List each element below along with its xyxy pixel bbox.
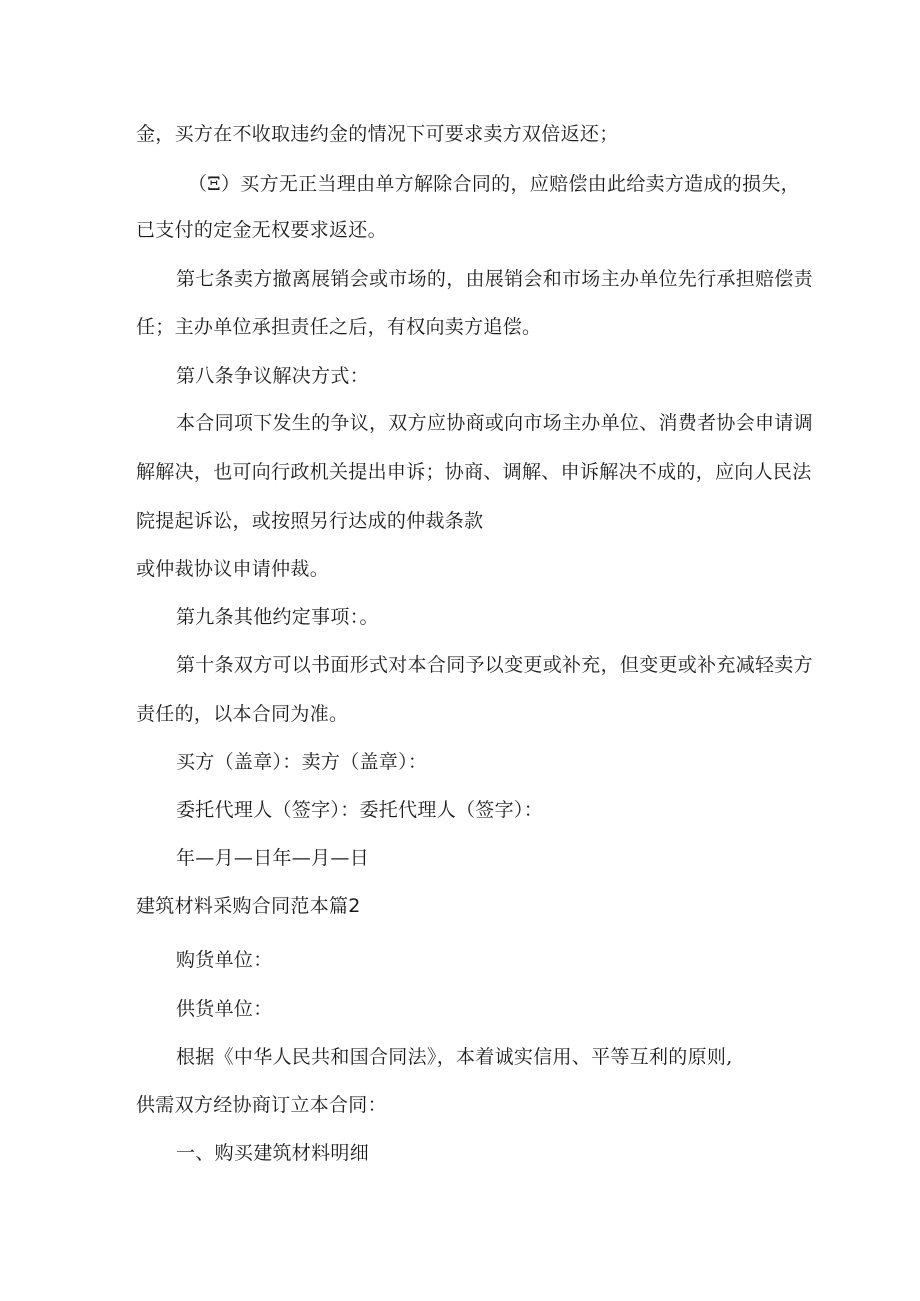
article-8: 第八条争议解决方式： — [176, 365, 370, 387]
buyer-unit: 购货单位： — [176, 949, 273, 971]
article-10: 第十条双方可以书面形式对本合同予以变更或补充，但变更或补充减轻卖方 — [176, 654, 813, 676]
text-line: 任；主办单位承担责任之后，有权向卖方追偿。 — [136, 316, 542, 338]
text-line: （Ξ）买方无正当理由单方解除合同的，应赔偿由此给卖方造成的损失， — [188, 173, 800, 195]
text-line: 院提起诉讼，或按照另行达成的仲裁条款 — [136, 510, 484, 532]
section-item-1: 一、购买建筑材料明细 — [176, 1142, 370, 1164]
text-line: 已支付的定金无权要求返还。 — [136, 219, 387, 241]
text-line: 解解决，也可向行政机关提出申诉；协商、调解、申诉解决不成的，应向人民法 — [136, 461, 812, 483]
text-line: 根据《中华人民共和国合同法》，本着诚实信用、平等互利的原则, — [176, 1046, 733, 1068]
article-7: 第七条卖方撤离展销会或市场的，由展销会和市场主办单位先行承担赔偿责 — [176, 268, 813, 290]
signature-line: 委托代理人（签字）：委托代理人（签字）： — [176, 799, 544, 821]
article-9: 第九条其他约定事项：。 — [176, 606, 379, 628]
supplier-unit: 供货单位： — [176, 998, 273, 1020]
section-heading: 建筑材料采购合同范本篇2 — [136, 895, 361, 917]
text-line: 或仲裁协议申请仲裁。 — [136, 558, 330, 580]
text-line: 金，买方在不收取违约金的情况下可要求卖方双倍返还； — [136, 123, 619, 145]
text-line: 责任的，以本合同为准。 — [136, 703, 349, 725]
seal-line: 买方（盖章）：卖方（盖章）： — [176, 751, 428, 773]
text-line: 本合同项下发生的争议，双方应协商或向市场主办单位、消费者协会申请调 — [176, 412, 813, 434]
text-line: 供需双方经协商订立本合同： — [136, 1094, 387, 1116]
date-line: 年—月—日年—月—日 — [176, 847, 370, 869]
